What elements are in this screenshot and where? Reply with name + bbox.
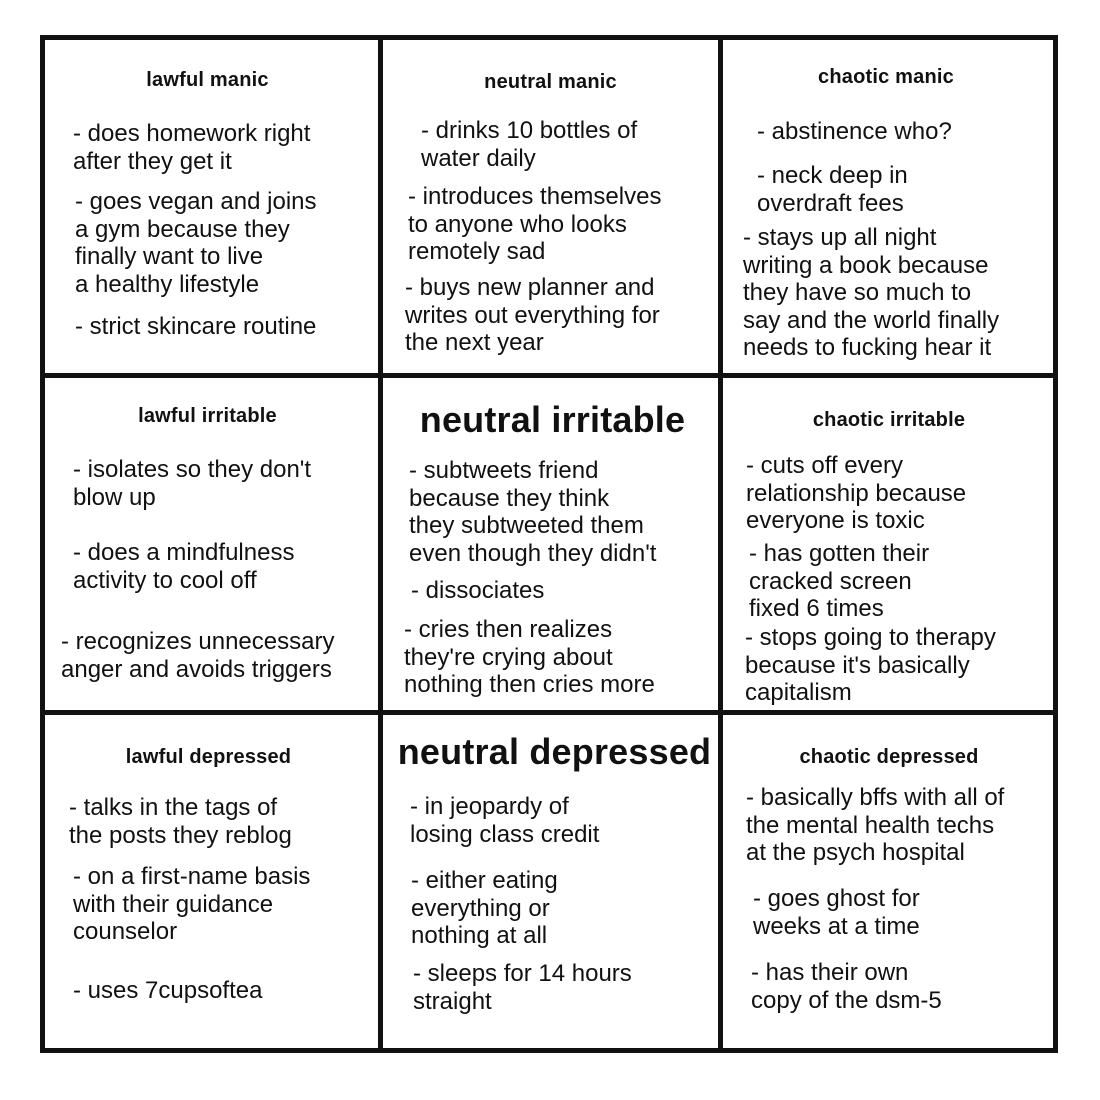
cell-item: - drinks 10 bottles of water daily — [421, 117, 638, 172]
cell-item: - isolates so they don't blow up — [73, 456, 312, 511]
cell-chaotic-irritable — [723, 378, 1053, 710]
cell-item: - uses 7cupsoftea — [73, 977, 263, 1004]
cell-item: - abstinence who? — [757, 118, 952, 145]
cell-chaotic-depressed — [723, 715, 1053, 1048]
cell-item: - cries then realizes they're crying about nothing then cries more — [404, 616, 655, 698]
cell-item: - goes vegan and joins a gym because they finally want to live a healthy lifestyle — [75, 188, 317, 298]
cell-item: - basically bffs with all of the mental health techs at the psych hospital — [746, 784, 1005, 866]
cell-neutral-irritable — [383, 378, 718, 710]
cell-item: - on a first-name basis with their guidance counselor — [73, 863, 311, 945]
cell-item: - buys new planner and writes out everything for the next year — [405, 274, 660, 356]
cell-item: - sleeps for 14 hours straight — [413, 960, 632, 1015]
cell-item: - has their own copy of the dsm-5 — [751, 959, 942, 1014]
cell-title: neutral irritable — [419, 399, 686, 440]
cell-item: - does a mindfulness activity to cool off — [73, 539, 295, 594]
cell-lawful-manic — [45, 40, 378, 373]
cell-title: neutral depressed — [397, 731, 712, 772]
cell-item: - dissociates — [411, 577, 545, 604]
cell-title: lawful manic — [146, 69, 269, 91]
cell-item: - recognizes unnecessary anger and avoids triggers — [61, 628, 335, 683]
cell-title: chaotic manic — [818, 66, 954, 88]
cell-title: neutral manic — [484, 71, 617, 93]
cell-item: - goes ghost for weeks at a time — [753, 885, 920, 940]
cell-item: - stays up all night writing a book because they have so much to say and the world finally needs to fucking hear it — [743, 224, 1000, 361]
cell-item: - either eating everything or nothing at all — [411, 867, 558, 949]
cell-title: lawful irritable — [138, 405, 277, 427]
cell-item: - neck deep in overdraft fees — [757, 162, 908, 217]
alignment-chart — [40, 35, 1058, 1053]
cell-item: - has gotten their cracked screen fixed 6 times — [749, 540, 930, 622]
cell-title: lawful depressed — [125, 746, 292, 768]
cell-item: - cuts off every relationship because everyone is toxic — [746, 452, 967, 534]
cell-neutral-manic — [383, 40, 718, 373]
cell-lawful-irritable — [45, 378, 378, 710]
cell-item: - stops going to therapy because it's basically capitalism — [745, 624, 996, 706]
cell-item: - in jeopardy of losing class credit — [410, 793, 600, 848]
cell-title: chaotic depressed — [799, 746, 979, 768]
cell-title: chaotic irritable — [812, 409, 966, 431]
cell-item: - does homework right after they get it — [73, 120, 311, 175]
cell-item: - introduces themselves to anyone who looks remotely sad — [408, 183, 662, 265]
cell-item: - strict skincare routine — [75, 313, 317, 340]
cell-item: - subtweets friend because they think they subtweeted them even though they didn't — [409, 457, 657, 567]
cell-neutral-depressed — [383, 715, 718, 1048]
cell-chaotic-manic — [723, 40, 1053, 373]
cell-lawful-depressed — [45, 715, 378, 1048]
cell-item: - talks in the tags of the posts they reblog — [69, 794, 292, 849]
